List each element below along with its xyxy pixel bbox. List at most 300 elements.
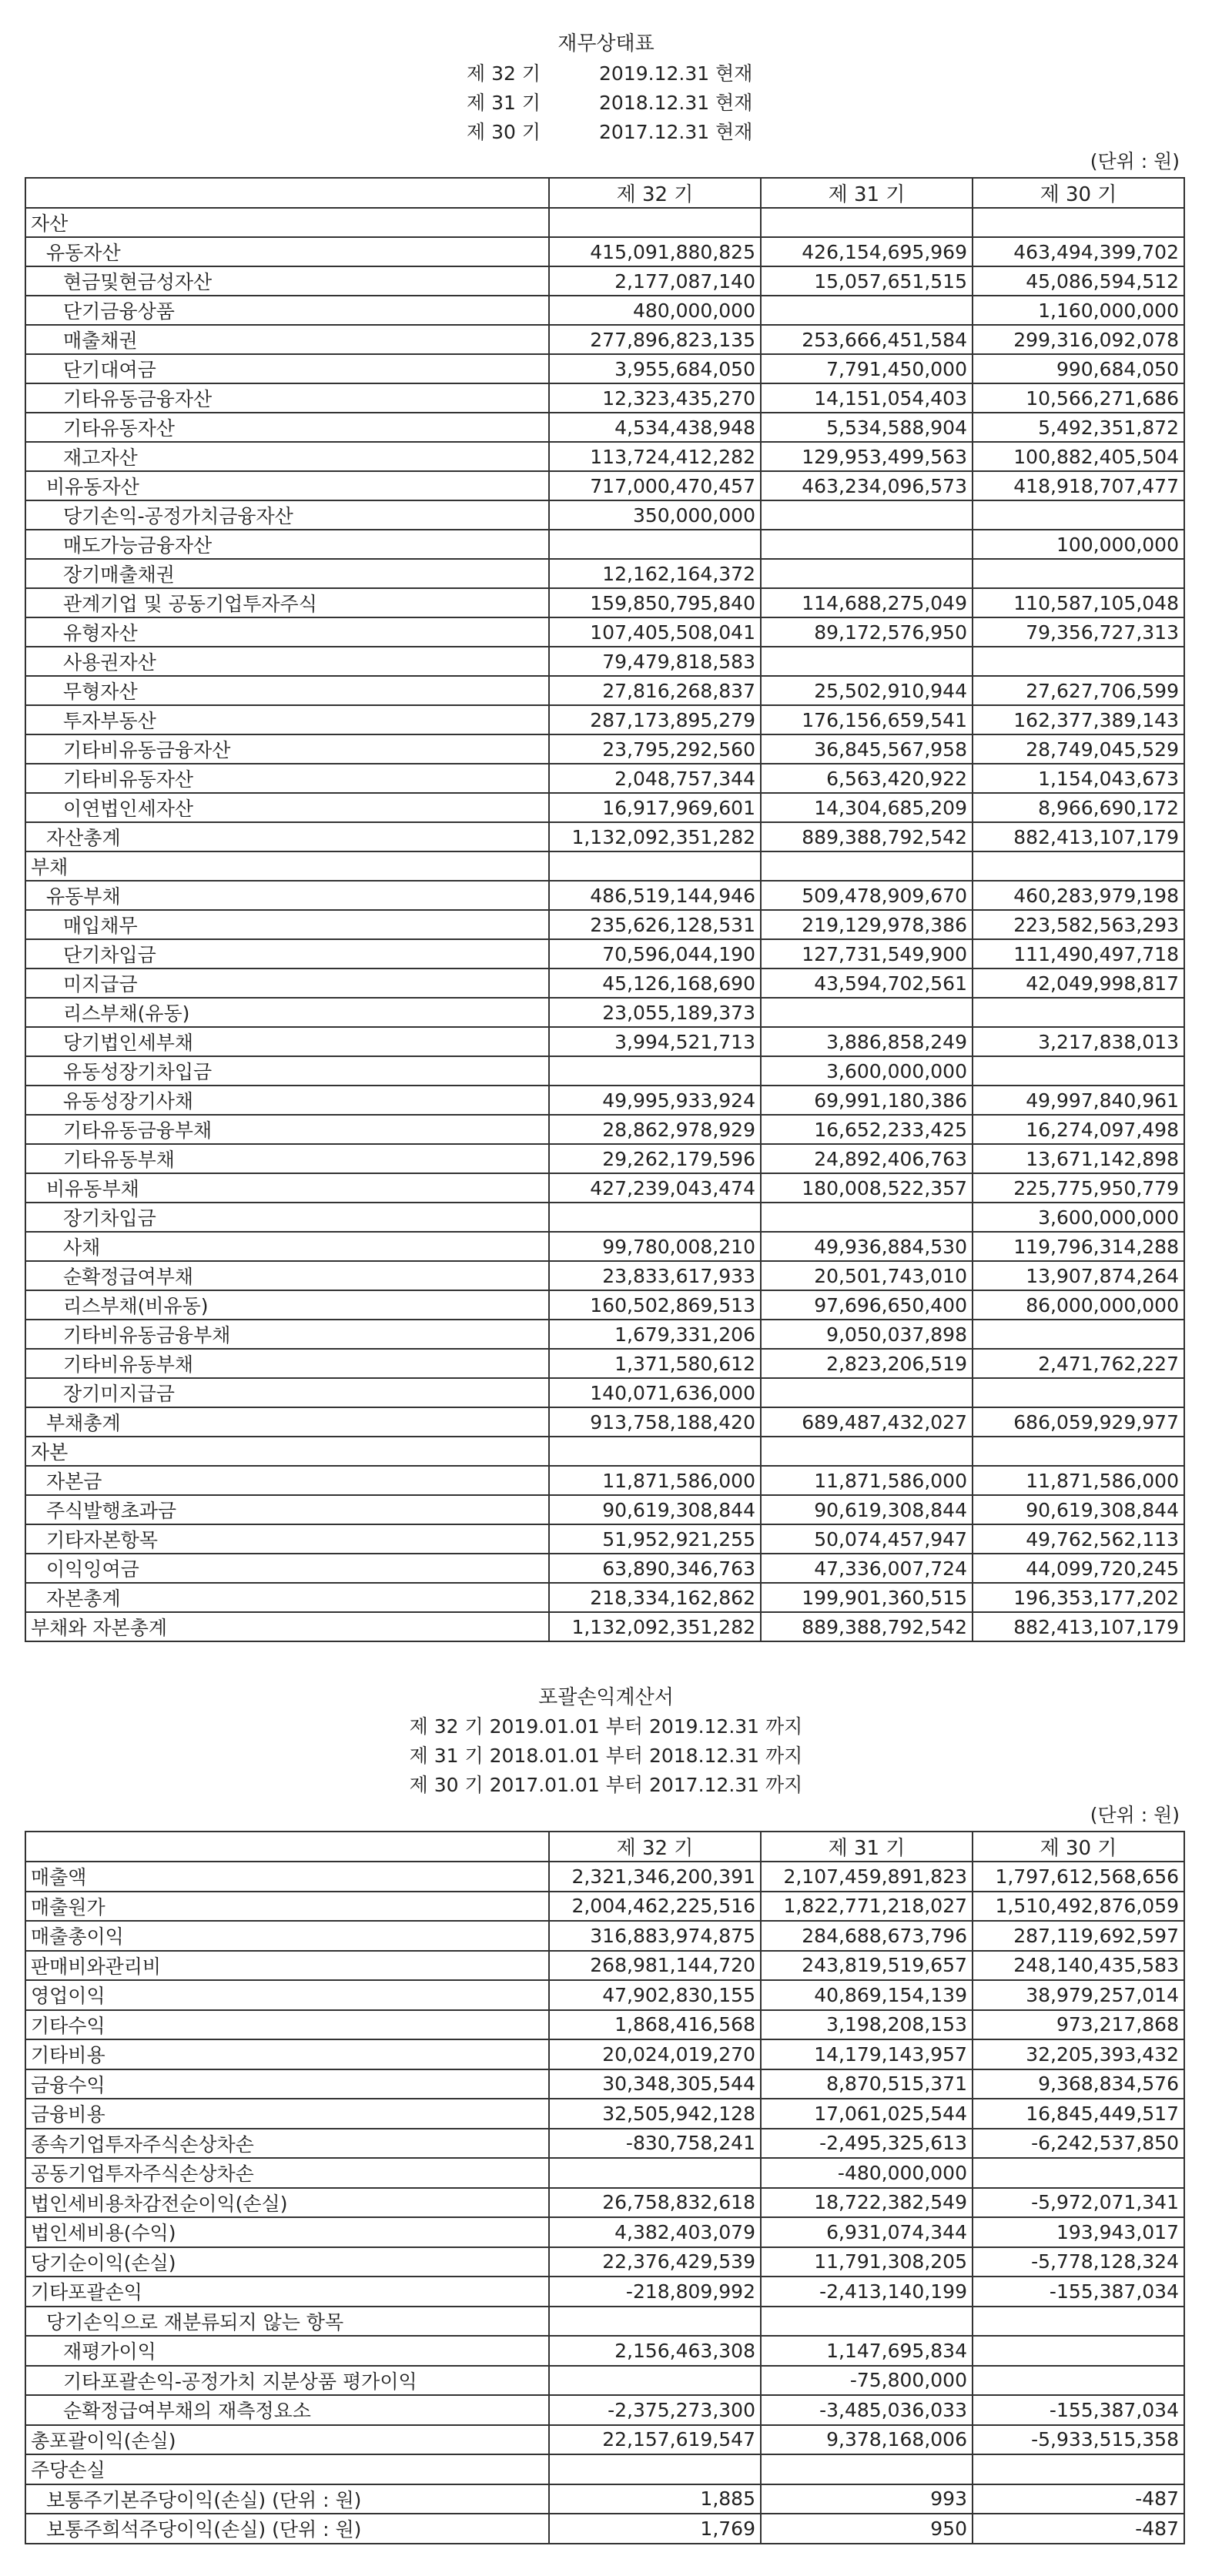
- value-cell: 193,943,017: [973, 2217, 1184, 2247]
- row-label: 미지급금: [25, 969, 549, 998]
- value-cell: 4,534,438,948: [549, 413, 761, 442]
- value-cell: 882,413,107,179: [973, 822, 1184, 851]
- value-cell: [973, 1378, 1184, 1407]
- table-row: [25, 647, 1184, 676]
- value-cell: 973,217,868: [973, 2010, 1184, 2040]
- value-cell: 460,283,979,198: [973, 881, 1184, 910]
- value-cell: [973, 559, 1184, 588]
- table-row: [25, 2039, 1184, 2069]
- row-label: 이연법인세자산: [25, 793, 549, 822]
- value-cell: 49,997,840,961: [973, 1086, 1184, 1115]
- balance-sheet-section: [0, 29, 1212, 1639]
- row-label: 현금및현금성자산: [25, 266, 549, 296]
- table-row: [25, 822, 1184, 851]
- table-row: [25, 530, 1184, 559]
- table-row: [25, 910, 1184, 939]
- value-cell: 6,563,420,922: [761, 764, 973, 793]
- table-row: [25, 1862, 1184, 1892]
- table-row: [25, 354, 1184, 383]
- value-cell: -2,375,273,300: [549, 2395, 761, 2425]
- row-label: 판매비와관리비: [25, 1951, 549, 1981]
- table-header-row: [25, 178, 1184, 208]
- table-row: [25, 793, 1184, 822]
- value-cell: 1,769: [549, 2514, 761, 2544]
- value-cell: 22,157,619,547: [549, 2425, 761, 2455]
- header-cell: 제 30 기: [973, 178, 1184, 208]
- value-cell: 463,494,399,702: [973, 237, 1184, 266]
- row-label: 보통주희석주당이익(손실) (단위 : 원): [25, 2514, 549, 2544]
- row-label: 이익잉여금: [25, 1554, 549, 1583]
- value-cell: 24,892,406,763: [761, 1144, 973, 1173]
- row-label: 순확정급여부채의 재측정요소: [25, 2395, 549, 2425]
- table-row: [25, 588, 1184, 617]
- value-cell: 993: [761, 2484, 973, 2514]
- value-cell: 7,791,450,000: [761, 354, 973, 383]
- row-label: 사용권자산: [25, 647, 549, 676]
- balance-sheet-table: [25, 177, 1185, 1642]
- value-cell: 127,731,549,900: [761, 939, 973, 969]
- unit-label: (단위 : 원): [1090, 1804, 1180, 1826]
- value-cell: 6,931,074,344: [761, 2217, 973, 2247]
- value-cell: 47,902,830,155: [549, 1980, 761, 2010]
- value-cell: [549, 530, 761, 559]
- value-cell: 2,048,757,344: [549, 764, 761, 793]
- value-cell: 2,156,463,308: [549, 2336, 761, 2366]
- value-cell: 25,502,910,944: [761, 676, 973, 705]
- value-cell: -830,758,241: [549, 2129, 761, 2159]
- value-cell: 284,688,673,796: [761, 1921, 973, 1951]
- value-cell: [761, 1203, 973, 1232]
- value-cell: 427,239,043,474: [549, 1173, 761, 1203]
- value-cell: [973, 647, 1184, 676]
- value-cell: [761, 208, 973, 237]
- value-cell: 140,071,636,000: [549, 1378, 761, 1407]
- row-label: 매출채권: [25, 325, 549, 354]
- table-row: [25, 2010, 1184, 2040]
- row-label: 당기손익으로 재분류되지 않는 항목: [25, 2307, 549, 2337]
- value-cell: 3,217,838,013: [973, 1027, 1184, 1056]
- value-cell: 32,505,942,128: [549, 2099, 761, 2129]
- value-cell: [761, 559, 973, 588]
- value-cell: 70,596,044,190: [549, 939, 761, 969]
- value-cell: 99,780,008,210: [549, 1232, 761, 1261]
- value-cell: [761, 851, 973, 881]
- table-row: [25, 1290, 1184, 1320]
- value-cell: -5,933,515,358: [973, 2425, 1184, 2455]
- table-row: [25, 1349, 1184, 1378]
- value-cell: 44,099,720,245: [973, 1554, 1184, 1583]
- row-label: 기타수익: [25, 2010, 549, 2040]
- period-label: 제 32 기: [467, 62, 541, 85]
- value-cell: 9,368,834,576: [973, 2069, 1184, 2099]
- row-label: 리스부채(유동): [25, 998, 549, 1027]
- value-cell: 287,119,692,597: [973, 1921, 1184, 1951]
- value-cell: 2,471,762,227: [973, 1349, 1184, 1378]
- value-cell: 253,666,451,584: [761, 325, 973, 354]
- value-cell: 415,091,880,825: [549, 237, 761, 266]
- header-cell: 제 31 기: [761, 178, 973, 208]
- value-cell: 100,882,405,504: [973, 442, 1184, 471]
- value-cell: 110,587,105,048: [973, 588, 1184, 617]
- value-cell: 17,061,025,544: [761, 2099, 973, 2129]
- table-row: [25, 2277, 1184, 2307]
- value-cell: 86,000,000,000: [973, 1290, 1184, 1320]
- header-cell: 제 32 기: [549, 178, 761, 208]
- value-cell: 1,510,492,876,059: [973, 1892, 1184, 1922]
- value-cell: [549, 1203, 761, 1232]
- value-cell: 3,994,521,713: [549, 1027, 761, 1056]
- table-row: [25, 1056, 1184, 1086]
- value-cell: 1,679,331,206: [549, 1320, 761, 1349]
- value-cell: 15,057,651,515: [761, 266, 973, 296]
- period-label: 제 30 기: [467, 121, 541, 143]
- value-cell: 3,600,000,000: [973, 1203, 1184, 1232]
- value-cell: 49,936,884,530: [761, 1232, 973, 1261]
- table-row: [25, 500, 1184, 530]
- table-row: [25, 2099, 1184, 2129]
- value-cell: 162,377,389,143: [973, 705, 1184, 734]
- value-cell: 3,198,208,153: [761, 2010, 973, 2040]
- value-cell: [761, 500, 973, 530]
- row-label: 자본총계: [25, 1583, 549, 1612]
- period-date: 2017.12.31 현재: [599, 121, 753, 143]
- row-label: 자산: [25, 208, 549, 237]
- value-cell: 129,953,499,563: [761, 442, 973, 471]
- value-cell: 26,758,832,618: [549, 2188, 761, 2218]
- value-cell: 350,000,000: [549, 500, 761, 530]
- row-label: 장기매출채권: [25, 559, 549, 588]
- value-cell: 480,000,000: [549, 296, 761, 325]
- row-label: 당기법인세부채: [25, 1027, 549, 1056]
- row-label: 주식발행초과금: [25, 1495, 549, 1524]
- value-cell: 49,762,562,113: [973, 1524, 1184, 1554]
- value-cell: [973, 1056, 1184, 1086]
- row-label: 당기순이익(손실): [25, 2247, 549, 2277]
- table-row: [25, 1027, 1184, 1056]
- value-cell: 20,024,019,270: [549, 2039, 761, 2069]
- table-row: [25, 705, 1184, 734]
- value-cell: 225,775,950,779: [973, 1173, 1184, 1203]
- value-cell: [973, 1320, 1184, 1349]
- value-cell: 23,833,617,933: [549, 1261, 761, 1290]
- table-row: [25, 1437, 1184, 1466]
- value-cell: 717,000,470,457: [549, 471, 761, 500]
- value-cell: 196,353,177,202: [973, 1583, 1184, 1612]
- value-cell: -487: [973, 2514, 1184, 2544]
- row-label: 유동성장기차입금: [25, 1056, 549, 1086]
- value-cell: 90,619,308,844: [761, 1495, 973, 1524]
- table-row: [25, 1524, 1184, 1554]
- value-cell: [761, 998, 973, 1027]
- row-label: 단기대여금: [25, 354, 549, 383]
- header-cell: [25, 1832, 549, 1862]
- table-header-row: [25, 1832, 1184, 1862]
- row-label: 총포괄이익(손실): [25, 2425, 549, 2455]
- value-cell: 100,000,000: [973, 530, 1184, 559]
- value-cell: [549, 1437, 761, 1466]
- row-label: 부채: [25, 851, 549, 881]
- value-cell: 89,172,576,950: [761, 617, 973, 647]
- value-cell: [761, 2307, 973, 2337]
- value-cell: 2,321,346,200,391: [549, 1862, 761, 1892]
- value-cell: 97,696,650,400: [761, 1290, 973, 1320]
- table-row: [25, 2129, 1184, 2159]
- value-cell: 79,479,818,583: [549, 647, 761, 676]
- value-cell: 16,652,233,425: [761, 1115, 973, 1144]
- value-cell: 8,870,515,371: [761, 2069, 973, 2099]
- value-cell: 16,917,969,601: [549, 793, 761, 822]
- table-row: [25, 1086, 1184, 1115]
- value-cell: [973, 1437, 1184, 1466]
- period-line: 제 32 기 2019.01.01 부터 2019.12.31 까지: [409, 1715, 803, 1738]
- row-label: 유동성장기사채: [25, 1086, 549, 1115]
- value-cell: 1,132,092,351,282: [549, 1612, 761, 1641]
- value-cell: 2,823,206,519: [761, 1349, 973, 1378]
- row-label: 기타유동금융자산: [25, 383, 549, 413]
- value-cell: 8,966,690,172: [973, 793, 1184, 822]
- value-cell: 63,890,346,763: [549, 1554, 761, 1583]
- value-cell: 509,478,909,670: [761, 881, 973, 910]
- row-label: 영업이익: [25, 1980, 549, 2010]
- value-cell: [761, 647, 973, 676]
- value-cell: 11,791,308,205: [761, 2247, 973, 2277]
- period-line: [0, 117, 1212, 146]
- value-cell: 40,869,154,139: [761, 1980, 973, 2010]
- table-row: [25, 2307, 1184, 2337]
- value-cell: 12,323,435,270: [549, 383, 761, 413]
- income-statement-title: 포괄손익계산서: [538, 1686, 674, 1709]
- value-cell: 45,126,168,690: [549, 969, 761, 998]
- table-row: [25, 734, 1184, 764]
- income-statement-section: [0, 1683, 1212, 2541]
- value-cell: 686,059,929,977: [973, 1407, 1184, 1437]
- table-row: [25, 1583, 1184, 1612]
- row-label: 매도가능금융자산: [25, 530, 549, 559]
- row-label: 재평가이익: [25, 2336, 549, 2366]
- table-row: [25, 2158, 1184, 2188]
- row-label: 당기손익-공정가치금융자산: [25, 500, 549, 530]
- table-row: [25, 413, 1184, 442]
- row-label: 기타유동금융부채: [25, 1115, 549, 1144]
- row-label: 기타자본항목: [25, 1524, 549, 1554]
- row-label: 유동부채: [25, 881, 549, 910]
- table-row: [25, 1144, 1184, 1173]
- value-cell: 1,132,092,351,282: [549, 822, 761, 851]
- table-row: [25, 764, 1184, 793]
- balance-sheet-periods: [0, 59, 1212, 146]
- row-label: 주당손실: [25, 2454, 549, 2484]
- table-row: [25, 266, 1184, 296]
- value-cell: 1,147,695,834: [761, 2336, 973, 2366]
- row-label: 장기차입금: [25, 1203, 549, 1232]
- value-cell: 113,724,412,282: [549, 442, 761, 471]
- row-label: 법인세비용차감전순이익(손실): [25, 2188, 549, 2218]
- row-label: 리스부채(비유동): [25, 1290, 549, 1320]
- table-row: [25, 1951, 1184, 1981]
- row-label: 부채총계: [25, 1407, 549, 1437]
- period-line: [0, 59, 1212, 88]
- table-row: [25, 1320, 1184, 1349]
- value-cell: 287,173,895,279: [549, 705, 761, 734]
- value-cell: 11,871,586,000: [761, 1466, 973, 1495]
- value-cell: 199,901,360,515: [761, 1583, 973, 1612]
- value-cell: [549, 2307, 761, 2337]
- value-cell: 51,952,921,255: [549, 1524, 761, 1554]
- row-label: 사채: [25, 1232, 549, 1261]
- row-label: 기타유동부채: [25, 1144, 549, 1173]
- row-label: 무형자산: [25, 676, 549, 705]
- value-cell: 486,519,144,946: [549, 881, 761, 910]
- table-row: [25, 442, 1184, 471]
- value-cell: 1,371,580,612: [549, 1349, 761, 1378]
- table-row: [25, 2188, 1184, 2218]
- value-cell: -487: [973, 2484, 1184, 2514]
- row-label: 종속기업투자주식손상차손: [25, 2129, 549, 2159]
- value-cell: -3,485,036,033: [761, 2395, 973, 2425]
- value-cell: [973, 998, 1184, 1027]
- row-label: 자본: [25, 1437, 549, 1466]
- row-label: 매출원가: [25, 1892, 549, 1922]
- value-cell: 176,156,659,541: [761, 705, 973, 734]
- table-row: [25, 2336, 1184, 2366]
- value-cell: 14,179,143,957: [761, 2039, 973, 2069]
- table-row: [25, 617, 1184, 647]
- table-row: [25, 939, 1184, 969]
- value-cell: [973, 2336, 1184, 2366]
- value-cell: 23,055,189,373: [549, 998, 761, 1027]
- table-row: [25, 969, 1184, 998]
- period-date: 2018.12.31 현재: [599, 92, 753, 114]
- value-cell: 3,600,000,000: [761, 1056, 973, 1086]
- value-cell: 45,086,594,512: [973, 266, 1184, 296]
- value-cell: 1,154,043,673: [973, 764, 1184, 793]
- value-cell: 14,151,054,403: [761, 383, 973, 413]
- value-cell: 950: [761, 2514, 973, 2544]
- period-line: 제 31 기 2018.01.01 부터 2018.12.31 까지: [409, 1745, 803, 1767]
- value-cell: 16,274,097,498: [973, 1115, 1184, 1144]
- value-cell: 13,671,142,898: [973, 1144, 1184, 1173]
- header-cell: 제 32 기: [549, 1832, 761, 1862]
- value-cell: [761, 530, 973, 559]
- value-cell: 268,981,144,720: [549, 1951, 761, 1981]
- unit-label: (단위 : 원): [1090, 150, 1180, 172]
- value-cell: -155,387,034: [973, 2277, 1184, 2307]
- row-label: 관계기업 및 공동기업투자주식: [25, 588, 549, 617]
- value-cell: 218,334,162,862: [549, 1583, 761, 1612]
- value-cell: 463,234,096,573: [761, 471, 973, 500]
- value-cell: 3,955,684,050: [549, 354, 761, 383]
- row-label: 장기미지급금: [25, 1378, 549, 1407]
- value-cell: 38,979,257,014: [973, 1980, 1184, 2010]
- value-cell: 2,107,459,891,823: [761, 1862, 973, 1892]
- value-cell: 16,845,449,517: [973, 2099, 1184, 2129]
- row-label: 기타비유동금융자산: [25, 734, 549, 764]
- row-label: 기타포괄손익: [25, 2277, 549, 2307]
- row-label: 기타유동자산: [25, 413, 549, 442]
- value-cell: 913,758,188,420: [549, 1407, 761, 1437]
- value-cell: [549, 2454, 761, 2484]
- income-statement-periods: [0, 1712, 1212, 1800]
- value-cell: 9,050,037,898: [761, 1320, 973, 1349]
- header-cell: 제 31 기: [761, 1832, 973, 1862]
- row-label: 유동자산: [25, 237, 549, 266]
- value-cell: 4,382,403,079: [549, 2217, 761, 2247]
- value-cell: [973, 2307, 1184, 2337]
- table-row: [25, 881, 1184, 910]
- value-cell: [973, 851, 1184, 881]
- row-label: 자본금: [25, 1466, 549, 1495]
- table-row: [25, 325, 1184, 354]
- value-cell: 90,619,308,844: [973, 1495, 1184, 1524]
- value-cell: 36,845,567,958: [761, 734, 973, 764]
- row-label: 유형자산: [25, 617, 549, 647]
- row-label: 부채와 자본총계: [25, 1612, 549, 1641]
- value-cell: 159,850,795,840: [549, 588, 761, 617]
- value-cell: [761, 2454, 973, 2484]
- header-cell: [25, 178, 549, 208]
- value-cell: 1,868,416,568: [549, 2010, 761, 2040]
- value-cell: 426,154,695,969: [761, 237, 973, 266]
- value-cell: -5,972,071,341: [973, 2188, 1184, 2218]
- value-cell: -155,387,034: [973, 2395, 1184, 2425]
- income-statement-body: [25, 1862, 1184, 2544]
- value-cell: 882,413,107,179: [973, 1612, 1184, 1641]
- table-row: [25, 237, 1184, 266]
- period-line: [0, 88, 1212, 117]
- table-row: [25, 1980, 1184, 2010]
- value-cell: [549, 2158, 761, 2188]
- table-row: [25, 1115, 1184, 1144]
- value-cell: -480,000,000: [761, 2158, 973, 2188]
- value-cell: 689,487,432,027: [761, 1407, 973, 1437]
- value-cell: 990,684,050: [973, 354, 1184, 383]
- value-cell: 119,796,314,288: [973, 1232, 1184, 1261]
- value-cell: [973, 2158, 1184, 2188]
- value-cell: 5,492,351,872: [973, 413, 1184, 442]
- value-cell: -2,413,140,199: [761, 2277, 973, 2307]
- table-row: [25, 471, 1184, 500]
- table-row: [25, 1612, 1184, 1641]
- row-label: 기타비용: [25, 2039, 549, 2069]
- row-label: 매입채무: [25, 910, 549, 939]
- balance-sheet-title: 재무상태표: [557, 32, 655, 55]
- row-label: 투자부동산: [25, 705, 549, 734]
- income-statement-table: [25, 1831, 1185, 2544]
- period-label: 제 31 기: [467, 92, 541, 114]
- table-row: [25, 2514, 1184, 2544]
- table-row: [25, 1495, 1184, 1524]
- row-label: 비유동자산: [25, 471, 549, 500]
- period-line: 제 30 기 2017.01.01 부터 2017.12.31 까지: [409, 1774, 803, 1796]
- table-row: [25, 1892, 1184, 1922]
- table-row: [25, 1407, 1184, 1437]
- value-cell: 42,049,998,817: [973, 969, 1184, 998]
- value-cell: 27,627,706,599: [973, 676, 1184, 705]
- value-cell: 43,594,702,561: [761, 969, 973, 998]
- value-cell: 3,886,858,249: [761, 1027, 973, 1056]
- value-cell: 10,566,271,686: [973, 383, 1184, 413]
- value-cell: [549, 2366, 761, 2396]
- value-cell: 889,388,792,542: [761, 1612, 973, 1641]
- value-cell: 79,356,727,313: [973, 617, 1184, 647]
- value-cell: 1,160,000,000: [973, 296, 1184, 325]
- table-row: [25, 1261, 1184, 1290]
- value-cell: 111,490,497,718: [973, 939, 1184, 969]
- value-cell: 27,816,268,837: [549, 676, 761, 705]
- table-row: [25, 1203, 1184, 1232]
- table-row: [25, 2454, 1184, 2484]
- value-cell: 1,885: [549, 2484, 761, 2514]
